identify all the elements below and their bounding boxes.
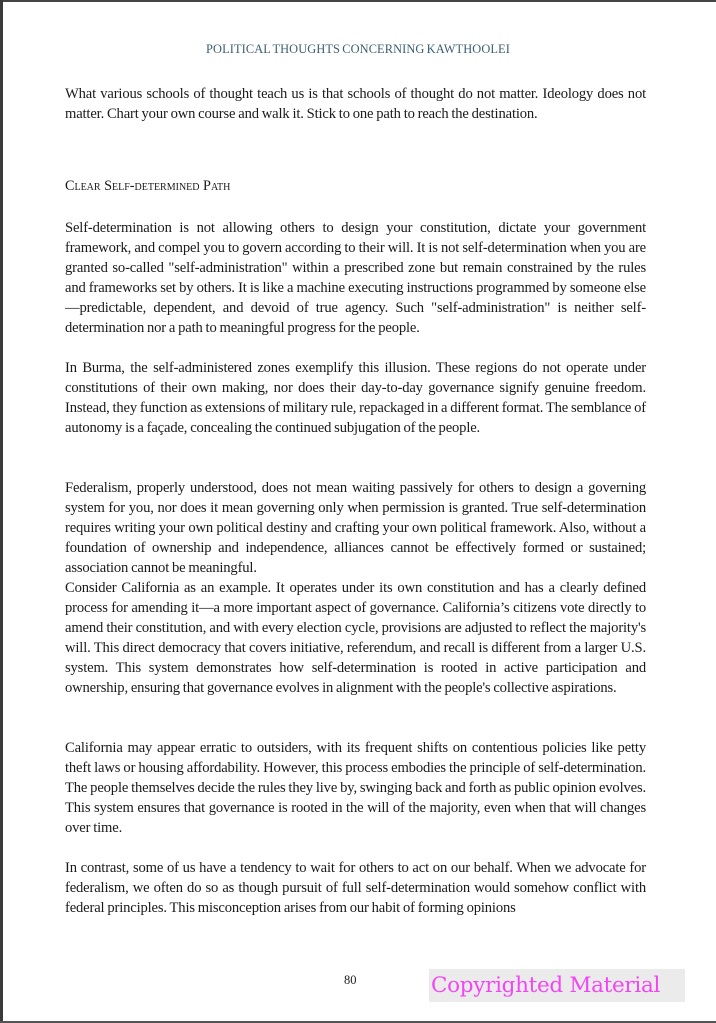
body-paragraph bbox=[65, 218, 646, 339]
paragraph-text: What various schools of thought teach us is that schools of thought do not matter. Ideology does not matter. Chart your own course and walk it. Stick to one path to reach the destination. bbox=[65, 86, 646, 123]
body-paragraph bbox=[65, 578, 646, 699]
body-paragraph bbox=[65, 858, 646, 918]
paragraph-text: Self-determination is not allowing others to design your constitution, dictate your government framework, and compel you to govern according to their will. It is not self-determination when you are granted so-called "self-administration" within a prescribed zone but remain constrained by the rules and frameworks set by others. It is like a machine executing instructions programmed by someone else—predictable, dependent, and devoid of true agency. Such "self-administration" is neither self-determination nor a path to meaningful progress for the people. bbox=[65, 220, 646, 337]
page-number: 80 bbox=[344, 973, 357, 987]
body-paragraph bbox=[65, 478, 646, 578]
paragraph-text: In contrast, some of us have a tendency to wait for others to act on our behalf. When we advocate for federalism, we often do so as though pursuit of full self-determination would somehow conflict with federal principles. This misconception arises from our habit of forming opinions bbox=[65, 860, 646, 917]
paragraph-text: Consider California as an example. It operates under its own constitution and has a clearly defined process for amending it—a more important aspect of governance. California’s citizens vote directly to amend their constitution, and with every election cycle, provisions are adjusted to reflect the majority's will. This direct democracy that covers initiative, referendum, and recall is different from a larger U.S. system. This system demonstrates how self-determination is rooted in active participation and ownership, ensuring that governance evolves in alignment with the people's collective aspirations. bbox=[65, 580, 646, 697]
page-frame-top bbox=[0, 0, 716, 2]
paragraph-text: California may appear erratic to outsiders, with its frequent shifts on contentious policies like petty theft laws or housing affordability. However, this process embodies the principle of self-determination. The people themselves decide the rules they live by, swinging back and forth as public opinion evolves. This system ensures that governance is rooted in the will of the majority, even when that will changes over time. bbox=[65, 740, 646, 837]
paragraph-text: Federalism, properly understood, does not mean waiting passively for others to design a governing system for you, nor does it mean governing only when permission is granted. True self-determination requires writing your own political destiny and crafting your own political framework. Also, without a foundation of ownership and independence, alliances cannot be effectively formed or sustained; association cannot be meaningful. bbox=[65, 480, 646, 577]
paragraph-text: In Burma, the self-administered zones exemplify this illusion. These regions do not operate under constitutions of their own making, nor does their day-to-day governance signify genuine freedom. Instead, they function as extensions of military rule, repackaged in a different format. The semblance of autonomy is a façade, concealing the continued subjugation of the people. bbox=[65, 360, 646, 437]
body-paragraph bbox=[65, 738, 646, 838]
body-paragraph bbox=[65, 358, 646, 438]
intro-paragraph bbox=[65, 84, 646, 124]
copyright-watermark: Copyrighted Material bbox=[429, 969, 685, 1002]
running-header: POLITICAL THOUGHTS CONCERNING KAWTHOOLEI bbox=[206, 42, 510, 56]
page-frame-left bbox=[0, 0, 3, 1023]
section-heading: Clear Self-determined Path bbox=[65, 178, 231, 194]
